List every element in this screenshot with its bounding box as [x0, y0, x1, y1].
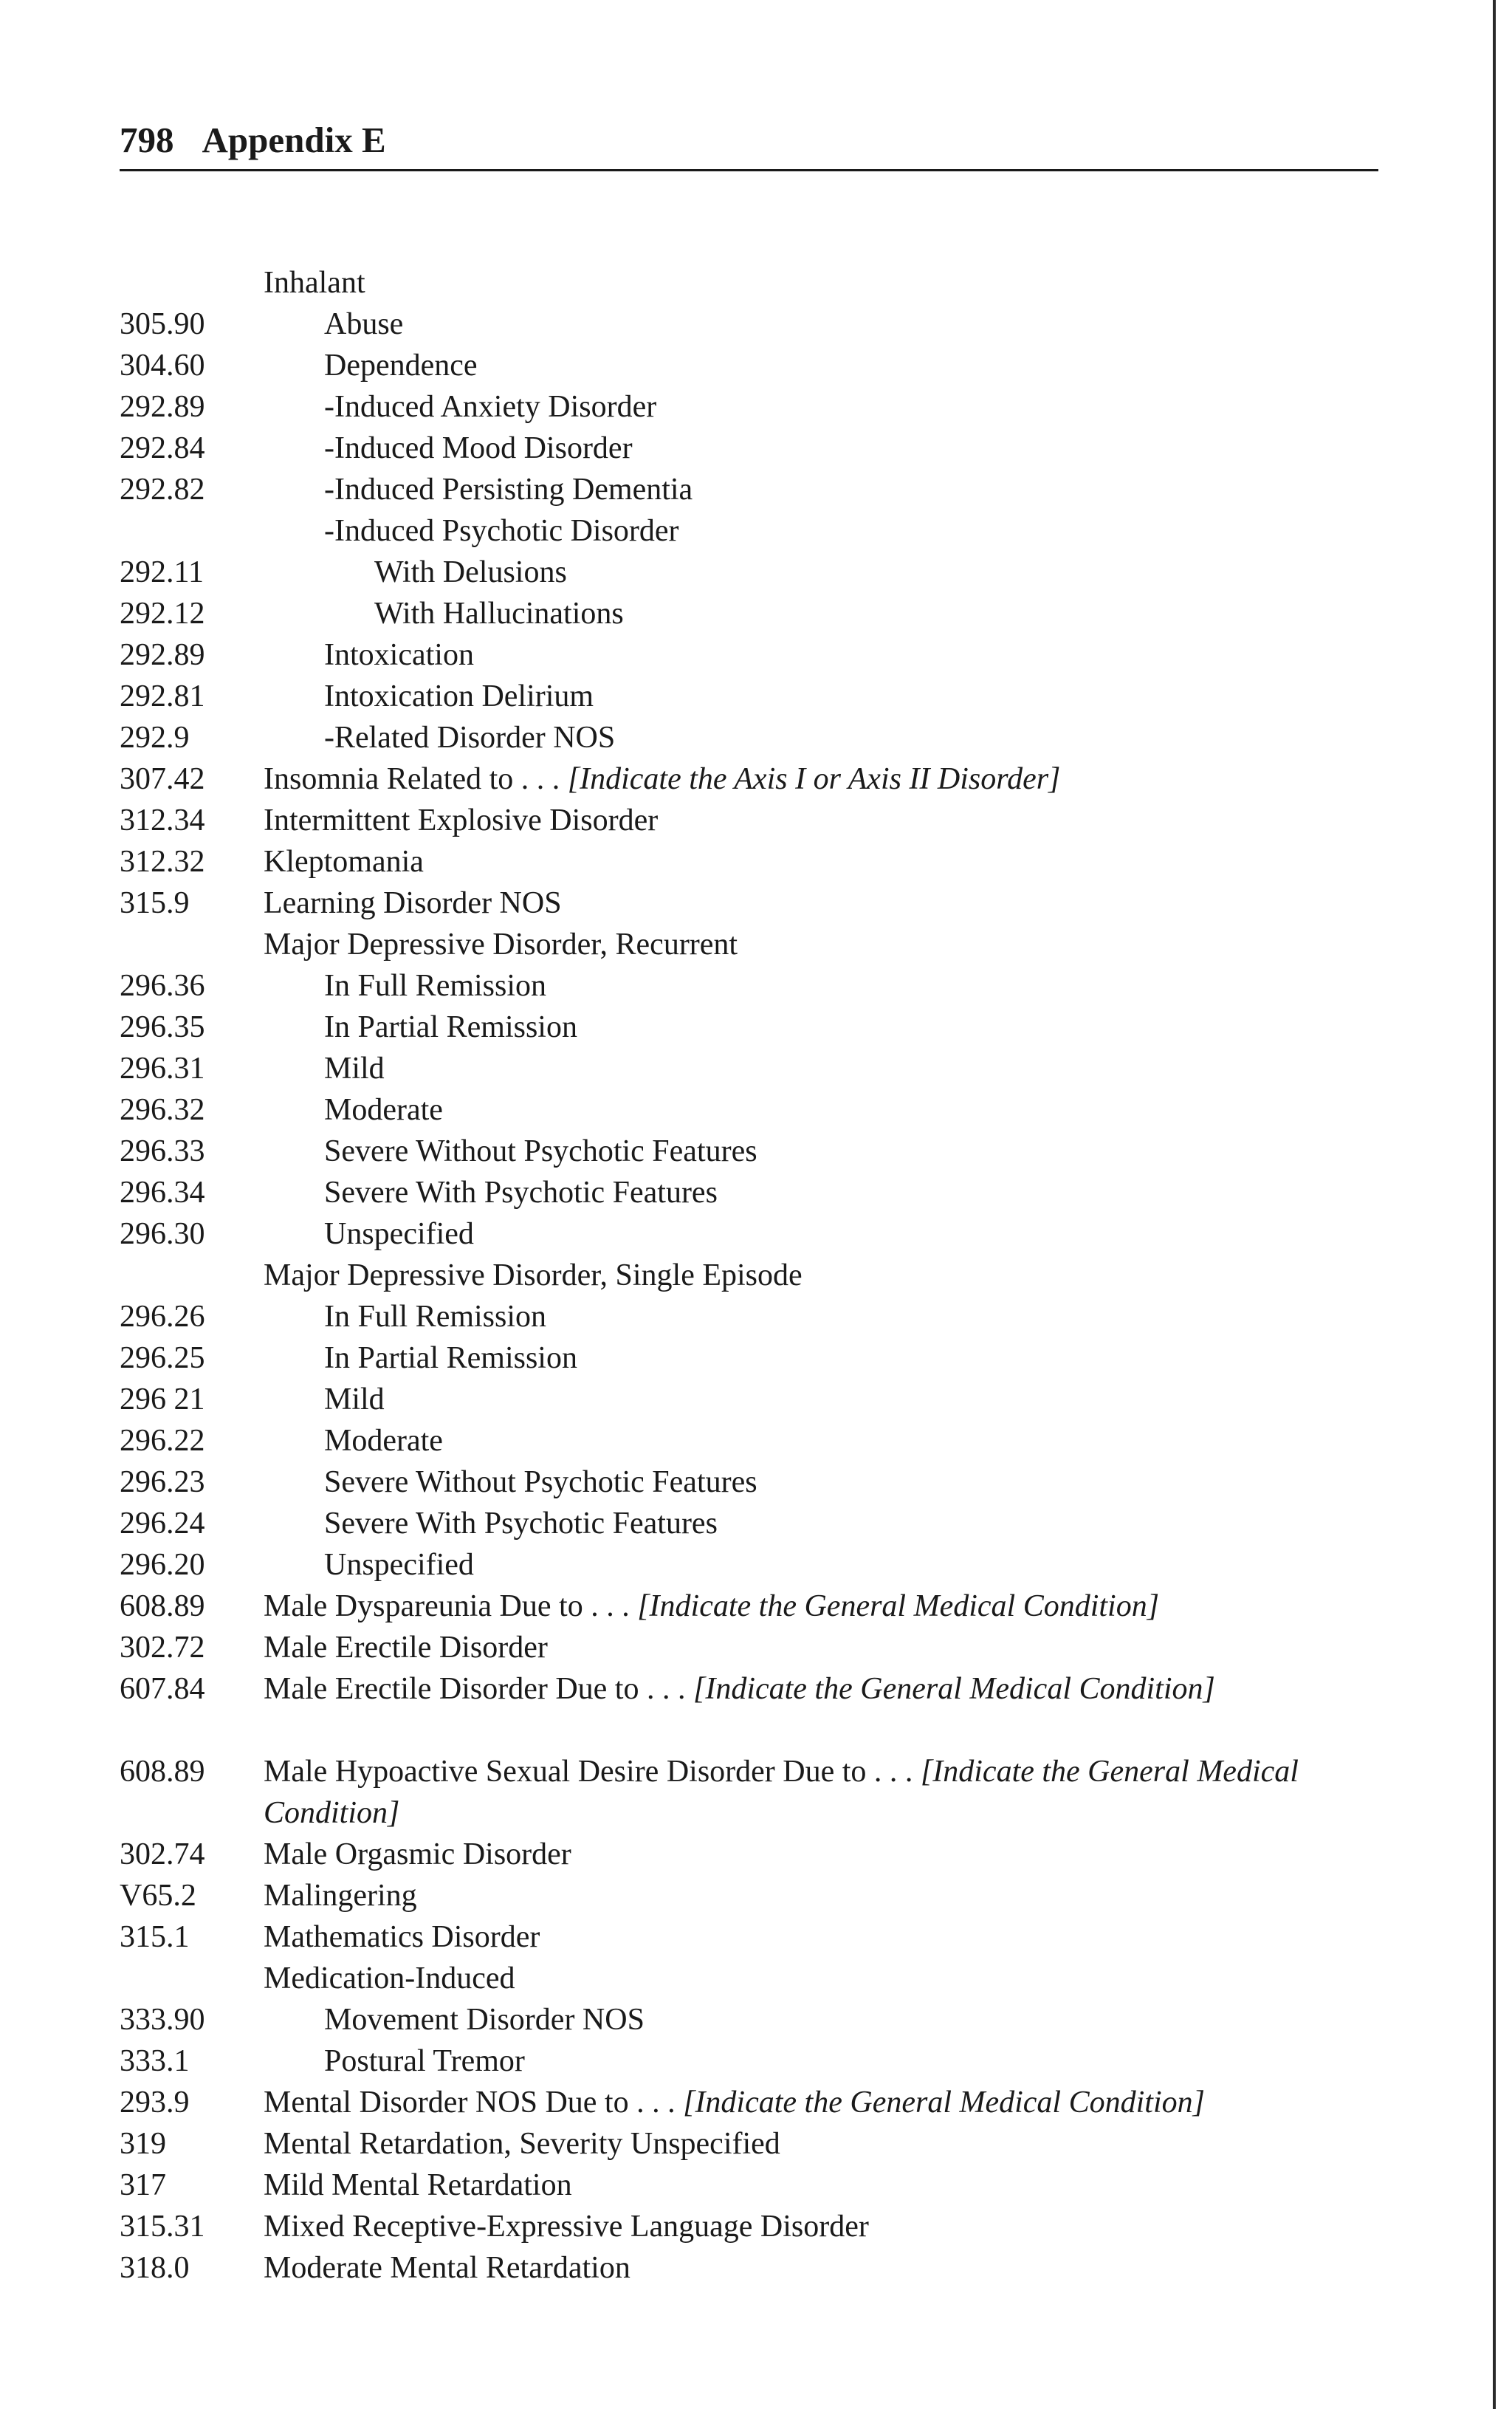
index-entry — [0, 2123, 1512, 2165]
diagnostic-code: 293.9 — [120, 2086, 190, 2120]
index-entry — [0, 1296, 1512, 1337]
diagnosis-text: Major Depressive Disorder, Single Episode — [264, 1258, 803, 1292]
index-entry — [0, 1007, 1512, 1048]
diagnosis-text: -Induced Mood Disorder — [324, 431, 633, 465]
diagnostic-code: 296 21 — [120, 1382, 205, 1416]
diagnostic-code: 315.31 — [120, 2210, 205, 2244]
diagnosis-label — [324, 386, 1402, 428]
diagnostic-code: 296.34 — [120, 1176, 205, 1210]
diagnosis-label — [324, 1172, 1402, 1213]
diagnosis-note: [Indicate the Axis I or Axis II Disorder] — [567, 762, 1061, 796]
index-entry — [0, 2165, 1512, 2206]
diagnostic-code: 305.90 — [120, 307, 205, 341]
diagnosis-text: -Induced Persisting Dementia — [324, 473, 693, 507]
diagnosis-text: In Partial Remission — [324, 1341, 577, 1375]
diagnostic-code: 302.74 — [120, 1837, 205, 1871]
page-number: 798 — [120, 120, 174, 160]
diagnosis-text: Mental Retardation, Severity Unspecified — [264, 2127, 780, 2161]
index-entry — [0, 1958, 1512, 1999]
diagnosis-text: In Full Remission — [324, 969, 547, 1003]
diagnostic-code: 296.36 — [120, 969, 205, 1003]
index-entry — [0, 800, 1512, 841]
diagnostic-code: 318.0 — [120, 2251, 190, 2285]
diagnostic-code: 292.89 — [120, 390, 205, 424]
index-entry — [0, 1999, 1512, 2040]
diagnosis-text: With Delusions — [374, 555, 567, 589]
diagnostic-code: 312.34 — [120, 803, 205, 837]
diagnostic-code: 296.20 — [120, 1548, 205, 1582]
diagnosis-text: Postural Tremor — [324, 2044, 525, 2078]
index-entry — [0, 1916, 1512, 1958]
diagnostic-code: 296.31 — [120, 1052, 205, 1086]
diagnosis-label — [264, 758, 1341, 800]
diagnosis-label — [264, 262, 1341, 304]
diagnostic-code: 307.42 — [120, 762, 205, 796]
index-entry — [0, 1668, 1512, 1751]
diagnosis-label — [264, 2123, 1341, 2165]
diagnostic-code: 296.35 — [120, 1010, 205, 1044]
code-index-list — [0, 262, 1512, 2289]
index-entry — [0, 1048, 1512, 1089]
diagnosis-label — [324, 469, 1402, 510]
diagnosis-label — [374, 552, 1452, 593]
diagnostic-code: 292.11 — [120, 555, 204, 589]
diagnosis-text: Mild — [324, 1382, 385, 1416]
index-entry — [0, 510, 1512, 552]
index-entry — [0, 1379, 1512, 1420]
diagnosis-note: [Indicate the General Medical Condition] — [693, 1672, 1215, 1706]
diagnosis-text: In Full Remission — [324, 1300, 547, 1334]
diagnosis-text: Moderate — [324, 1093, 443, 1127]
diagnostic-code: 312.32 — [120, 845, 205, 879]
diagnostic-code: 296.32 — [120, 1093, 205, 1127]
index-entry — [0, 1586, 1512, 1627]
diagnosis-label — [264, 1751, 1341, 1834]
index-entry — [0, 1420, 1512, 1461]
header-rule — [120, 169, 1378, 171]
diagnosis-text: In Partial Remission — [324, 1010, 577, 1044]
diagnostic-code: 333.90 — [120, 2003, 205, 2037]
diagnosis-text: Unspecified — [324, 1548, 474, 1582]
diagnosis-text: Moderate Mental Retardation — [264, 2251, 630, 2285]
diagnosis-label — [264, 1916, 1341, 1958]
index-entry — [0, 1751, 1512, 1834]
diagnosis-label — [264, 2247, 1341, 2289]
diagnosis-label — [324, 1089, 1402, 1131]
diagnosis-label — [324, 1379, 1402, 1420]
diagnosis-text: Male Hypoactive Sexual Desire Disorder Due to . . . — [264, 1755, 921, 1789]
diagnosis-text: -Induced Psychotic Disorder — [324, 514, 679, 548]
diagnosis-text: Unspecified — [324, 1217, 474, 1251]
index-entry — [0, 469, 1512, 510]
index-entry — [0, 428, 1512, 469]
diagnosis-label — [324, 1213, 1402, 1255]
diagnostic-code: 296.23 — [120, 1465, 205, 1499]
diagnosis-label — [324, 1999, 1402, 2040]
diagnosis-label — [264, 924, 1341, 965]
diagnostic-code: 304.60 — [120, 349, 205, 383]
diagnosis-text: Severe With Psychotic Features — [324, 1176, 718, 1210]
diagnosis-text: Kleptomania — [264, 845, 424, 879]
index-entry — [0, 965, 1512, 1007]
index-entry — [0, 552, 1512, 593]
diagnostic-code: 333.1 — [120, 2044, 190, 2078]
index-entry — [0, 304, 1512, 345]
diagnosis-label — [264, 1586, 1341, 1627]
diagnosis-label — [324, 1420, 1402, 1461]
index-entry — [0, 593, 1512, 634]
diagnosis-text: Mathematics Disorder — [264, 1920, 540, 1954]
diagnosis-label — [324, 345, 1402, 386]
index-entry — [0, 1255, 1512, 1296]
diagnosis-text: Medication-Induced — [264, 1961, 515, 1995]
index-entry — [0, 676, 1512, 717]
index-entry — [0, 1337, 1512, 1379]
diagnostic-code: 296.26 — [120, 1300, 205, 1334]
diagnosis-text: With Hallucinations — [374, 597, 624, 631]
running-head-title: Appendix E — [202, 120, 386, 160]
diagnosis-text: Male Orgasmic Disorder — [264, 1837, 571, 1871]
diagnostic-code: 296.22 — [120, 1424, 205, 1458]
diagnosis-text: Mild Mental Retardation — [264, 2168, 572, 2202]
diagnosis-label — [324, 1131, 1402, 1172]
diagnostic-code: 607.84 — [120, 1672, 205, 1706]
diagnosis-text: Major Depressive Disorder, Recurrent — [264, 928, 738, 962]
diagnostic-code: 296.30 — [120, 1217, 205, 1251]
diagnosis-text: Severe Without Psychotic Features — [324, 1465, 757, 1499]
diagnostic-code: 608.89 — [120, 1755, 205, 1789]
diagnosis-label — [264, 841, 1341, 883]
diagnosis-label — [324, 304, 1402, 345]
index-entry — [0, 2040, 1512, 2082]
diagnosis-label — [264, 883, 1341, 924]
diagnosis-text: Inhalant — [264, 266, 365, 300]
diagnosis-text: Movement Disorder NOS — [324, 2003, 645, 2037]
diagnostic-code: 315.9 — [120, 886, 190, 920]
diagnostic-code: 296.24 — [120, 1507, 205, 1541]
diagnosis-label — [324, 717, 1402, 758]
diagnosis-label — [264, 1834, 1341, 1875]
index-entry — [0, 841, 1512, 883]
diagnostic-code: 292.89 — [120, 638, 205, 672]
diagnosis-label — [374, 593, 1452, 634]
index-entry — [0, 1089, 1512, 1131]
diagnosis-label — [264, 1875, 1341, 1916]
index-entry — [0, 1172, 1512, 1213]
index-entry — [0, 924, 1512, 965]
diagnosis-label — [324, 1296, 1402, 1337]
diagnostic-code: 292.82 — [120, 473, 205, 507]
diagnosis-text: Intoxication Delirium — [324, 679, 594, 713]
index-entry — [0, 634, 1512, 676]
diagnostic-code: 317 — [120, 2168, 166, 2202]
diagnosis-text: -Induced Anxiety Disorder — [324, 390, 657, 424]
index-entry — [0, 345, 1512, 386]
diagnostic-code: 608.89 — [120, 1589, 205, 1623]
diagnosis-text: Moderate — [324, 1424, 443, 1458]
diagnosis-label — [324, 1461, 1402, 1503]
diagnosis-label — [324, 2040, 1402, 2082]
index-entry — [0, 1213, 1512, 1255]
diagnosis-text: Learning Disorder NOS — [264, 886, 562, 920]
diagnosis-label — [324, 428, 1402, 469]
index-entry — [0, 1503, 1512, 1544]
diagnosis-text: Mixed Receptive-Expressive Language Disorder — [264, 2210, 869, 2244]
diagnosis-note: [Indicate the General Medical Condition] — [264, 1755, 1299, 1830]
diagnosis-label — [324, 676, 1402, 717]
index-entry — [0, 1875, 1512, 1916]
diagnostic-code: 292.81 — [120, 679, 205, 713]
diagnostic-code: 315.1 — [120, 1920, 190, 1954]
diagnosis-text: Intermittent Explosive Disorder — [264, 803, 659, 837]
diagnosis-text: Male Erectile Disorder — [264, 1631, 548, 1665]
diagnosis-text: Malingering — [264, 1879, 417, 1913]
diagnosis-text: Severe With Psychotic Features — [324, 1507, 718, 1541]
running-header — [120, 111, 1378, 170]
diagnosis-label — [264, 800, 1341, 841]
diagnosis-text: Severe Without Psychotic Features — [324, 1134, 757, 1168]
diagnostic-code: 296.33 — [120, 1134, 205, 1168]
diagnosis-label — [324, 1007, 1402, 1048]
diagnosis-text: Intoxication — [324, 638, 474, 672]
index-entry — [0, 386, 1512, 428]
diagnosis-text: Male Dyspareunia Due to . . . — [264, 1589, 638, 1623]
diagnosis-label — [264, 1958, 1341, 1999]
index-entry — [0, 1131, 1512, 1172]
diagnostic-code: 292.12 — [120, 597, 205, 631]
diagnostic-code: 292.9 — [120, 721, 190, 755]
diagnosis-label — [264, 2082, 1341, 2123]
diagnosis-note: [Indicate the General Medical Condition] — [637, 1589, 1160, 1623]
diagnosis-label — [324, 510, 1402, 552]
diagnostic-code: 292.84 — [120, 431, 205, 465]
index-entry — [0, 717, 1512, 758]
diagnostic-code: 319 — [120, 2127, 166, 2161]
diagnosis-label — [324, 1048, 1402, 1089]
diagnosis-label — [324, 1544, 1402, 1586]
diagnosis-label — [264, 1627, 1341, 1668]
diagnosis-label — [264, 1255, 1341, 1296]
index-entry — [0, 262, 1512, 304]
diagnosis-text: -Related Disorder NOS — [324, 721, 616, 755]
diagnosis-label — [324, 1337, 1402, 1379]
index-entry — [0, 1461, 1512, 1503]
diagnosis-label — [324, 965, 1402, 1007]
diagnosis-text: Insomnia Related to . . . — [264, 762, 568, 796]
diagnosis-note: [Indicate the General Medical Condition] — [683, 2086, 1205, 2120]
diagnosis-label — [264, 1668, 1341, 1710]
index-entry — [0, 2206, 1512, 2247]
diagnosis-label — [264, 2165, 1341, 2206]
diagnostic-code: 296.25 — [120, 1341, 205, 1375]
index-entry — [0, 2247, 1512, 2289]
index-entry — [0, 1834, 1512, 1875]
diagnosis-text: Abuse — [324, 307, 404, 341]
diagnosis-text: Male Erectile Disorder Due to . . . — [264, 1672, 693, 1706]
index-entry — [0, 1544, 1512, 1586]
diagnostic-code: V65.2 — [120, 1879, 196, 1913]
diagnosis-label — [264, 2206, 1341, 2247]
index-entry — [0, 1627, 1512, 1668]
diagnosis-text: Dependence — [324, 349, 478, 383]
index-entry — [0, 758, 1512, 800]
diagnosis-label — [324, 634, 1402, 676]
diagnosis-text: Mild — [324, 1052, 385, 1086]
index-entry — [0, 2082, 1512, 2123]
index-entry — [0, 883, 1512, 924]
diagnostic-code: 302.72 — [120, 1631, 205, 1665]
diagnosis-label — [324, 1503, 1402, 1544]
diagnosis-text: Mental Disorder NOS Due to . . . — [264, 2086, 684, 2120]
